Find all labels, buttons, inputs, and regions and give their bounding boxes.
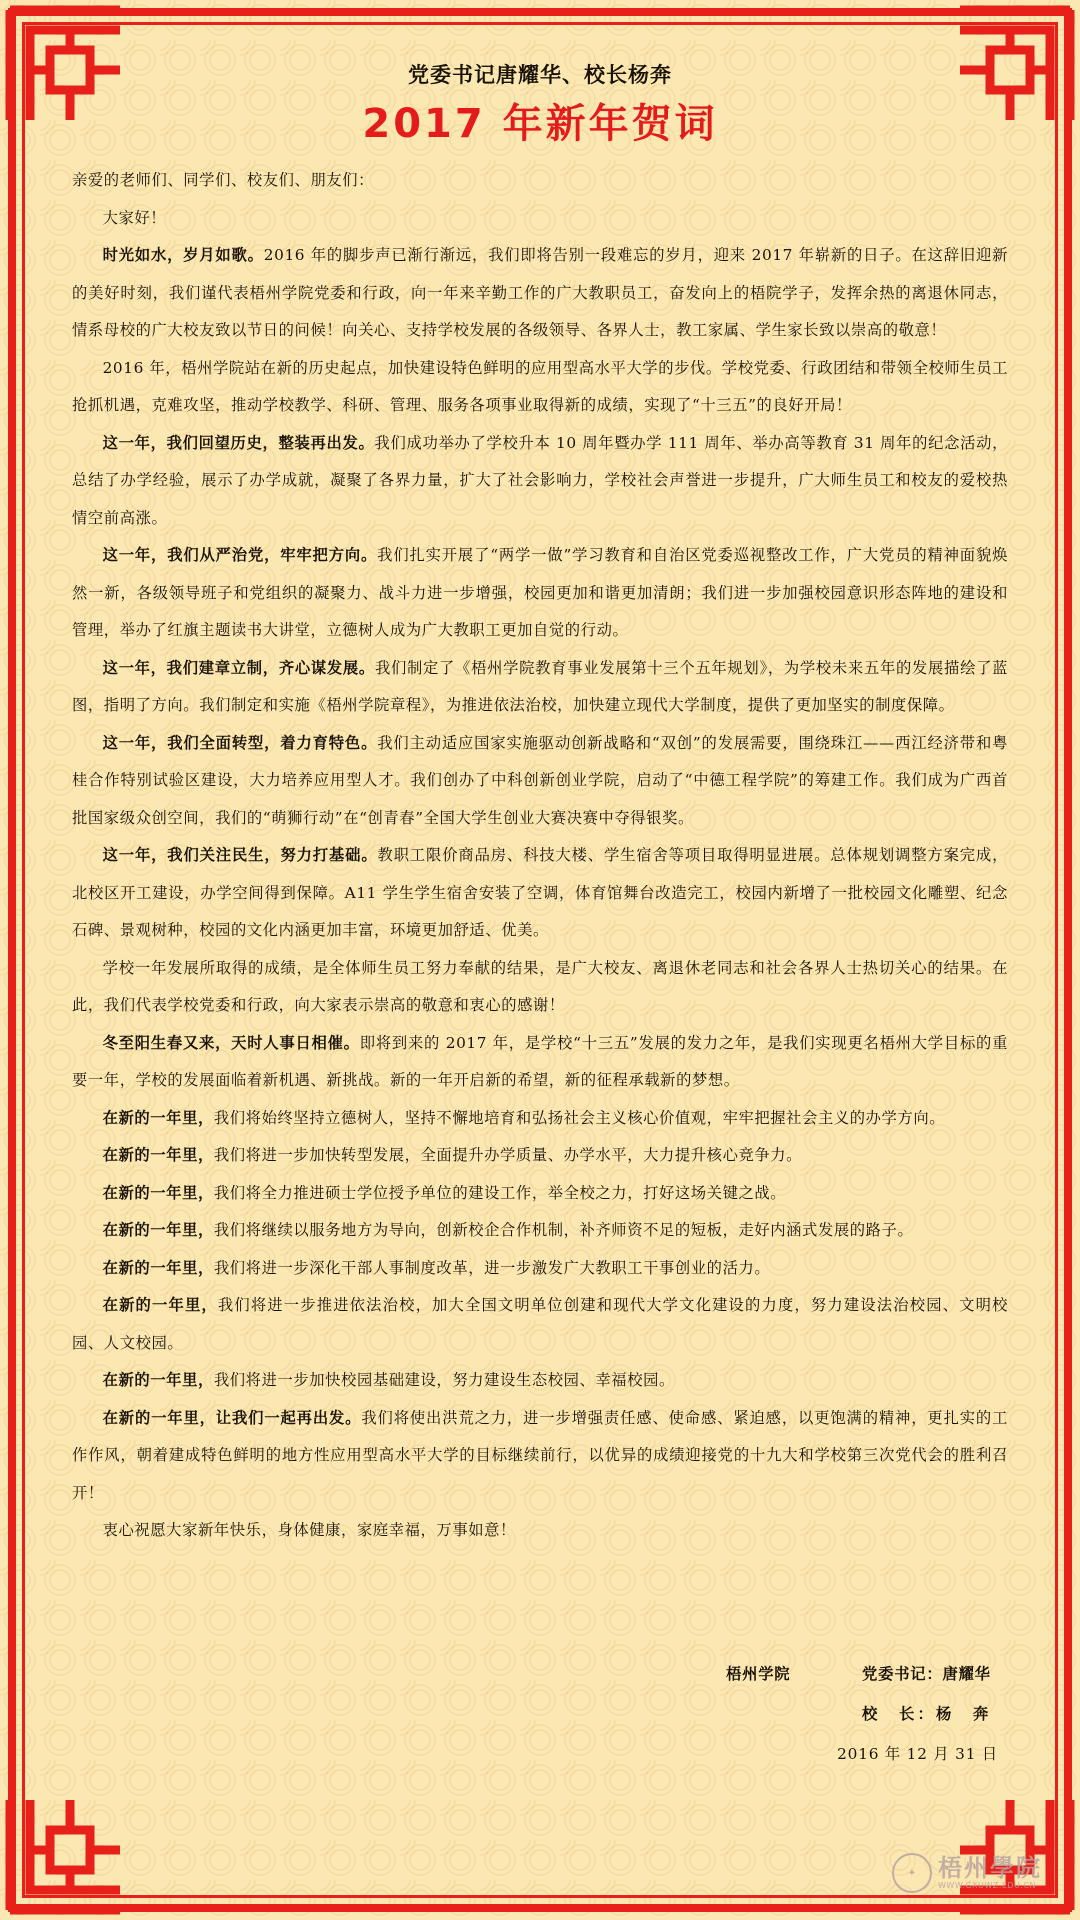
paragraph-text: 我们主动适应国家实施驱动创新战略和“双创”的发展需要，围绕珠江——西江经济带和粤桂合作特别试验区建设，大力培养应用型人才。我们创办了中科创新创业学院，启动了“中德工程学院”的筹建工作。我们成为广西首批国家级众创空间，我们的“萌狮行动”在“创青春”全国大学生创业大赛决赛中夺得银奖。 xyxy=(72,733,1008,827)
watermark-text xyxy=(938,1853,1042,1890)
paragraph-text: 教职工限价商品房、科技大楼、学生宿舍等项目取得明显进展。总体规划调整方案完成，北校区开工建设，办学空间得到保障。A11 学生学生宿舍安装了空调，体育馆舞台改造完工，校园内新增了一批校园文化雕塑、纪念石碑、景观树种，校园的文化内涵更加丰富，环境更加舒适、优美。 xyxy=(72,846,1008,939)
paragraph-lead: 在新的一年里， xyxy=(102,1183,214,1202)
letter-paragraph xyxy=(72,1175,1008,1213)
paragraph-lead: 这一年，我们回望历史，整装再出发。 xyxy=(102,433,375,452)
letter-paragraph xyxy=(72,237,1008,350)
paragraph-text: 我们成功举办了学校升本 10 周年暨办学 111 周年、举办高等教育 31 周年的纪念活动，总结了办学经验，展示了办学成就，凝聚了各界力量，扩大了社会影响力，学校社会声誉进一步提升，广大师生员工和校友的爱校热情空前高涨。 xyxy=(72,433,1008,527)
watermark-url: WWW.GXUWZ.EDU.CN xyxy=(938,1881,1037,1890)
signature-school: 梧州学院 xyxy=(726,1665,791,1683)
salutation: 亲爱的老师们、同学们、校友们、朋友们： xyxy=(72,171,375,189)
paragraph-text: 我们将进一步推进依法治校，加大全国文明单位创建和现代大学文化建设的力度，努力建设法治校园、文明校园、人文校园。 xyxy=(72,1296,1008,1352)
paragraph-text: 我们将进一步深化干部人事制度改革，进一步激发广大教职工干事创业的活力。 xyxy=(213,1258,771,1277)
paragraph-text: 我们将使出洪荒之力，进一步增强责任感、使命感、紧迫感，以更饱满的精神，更扎实的工作作风，朝着建成特色鲜明的地方性应用型高水平大学的目标继续前行，以优异的成绩迎接党的十九大和学校第三次党代会的胜利召开！ xyxy=(72,1408,1008,1502)
paragraph-text: 我们将继续以服务地方为导向，创新校企合作机制，补齐师资不足的短板，走好内涵式发展的路子。 xyxy=(213,1221,914,1239)
letter-paragraph xyxy=(72,350,1008,425)
signature-row-1 xyxy=(72,1654,998,1694)
paragraph-list xyxy=(72,237,1008,1550)
letter-paragraph xyxy=(72,950,1008,1025)
paragraph-text: 学校一年发展所取得的成绩，是全体师生员工努力奉献的结果，是广大校友、离退休老同志和社会各界人士热切关心的结果。在此，我们代表学校党委和行政，向大家表示崇高的敬意和衷心的感谢！ xyxy=(72,958,1008,1014)
corner-knot-bottom-left xyxy=(0,1790,130,1920)
paragraph-lead: 在新的一年里， xyxy=(102,1258,214,1277)
paragraph-text: 即将到来的 2017 年，是学校“十三五”发展的发力之年，是我们实现更名梧州大学目标的重要一年，学校的发展面临着新机遇、新挑战。新的一年开启新的希望，新的征程承载新的梦想。 xyxy=(72,1033,1008,1089)
letter-paragraph xyxy=(72,1362,1008,1400)
paragraph-lead: 这一年，我们关注民生，努力打基础。 xyxy=(102,846,378,864)
paragraph-lead: 在新的一年里， xyxy=(102,1146,214,1164)
letter-paragraph xyxy=(72,1100,1008,1138)
signature-row-2 xyxy=(72,1694,998,1734)
signature-row-3 xyxy=(72,1734,998,1774)
paragraph-lead: 冬至阳生春又来，天时人事日相催。 xyxy=(102,1033,360,1052)
paragraph-lead: 在新的一年里， xyxy=(102,1296,218,1314)
letter-paragraph xyxy=(72,1250,1008,1288)
paragraph-lead: 这一年，我们从严治党，牢牢把方向。 xyxy=(102,546,378,564)
letter-paragraph xyxy=(72,425,1008,538)
paragraph-text: 衷心祝愿大家新年快乐，身体健康，家庭幸福，万事如意！ xyxy=(102,1521,516,1539)
letter-paragraph xyxy=(72,537,1008,650)
letter-paragraph xyxy=(72,1025,1008,1100)
letter-paragraph xyxy=(72,1512,1008,1550)
letter-paragraph xyxy=(72,837,1008,950)
letter-paragraph xyxy=(72,650,1008,725)
paragraph-lead: 在新的一年里，让我们一起再出发。 xyxy=(102,1408,362,1427)
paragraph-text: 2016 年，梧州学院站在新的历史起点，加快建设特色鲜明的应用型高水平大学的步伐。学校党委、行政团结和带领全校师生员工抢抓机遇，克难攻坚，推动学校教学、科研、管理、服务各项事业取得新的成绩，实现了“十三五”的良好开局！ xyxy=(72,358,1008,414)
letter-paragraph xyxy=(72,725,1008,838)
letter-paragraph xyxy=(72,1400,1008,1513)
letter-subtitle: 党委书记唐耀华、校长杨奔 xyxy=(408,63,672,87)
paragraph-text: 2016 年的脚步声已渐行渐远，我们即将告别一段难忘的岁月，迎来 2017 年崭新的日子。在这辞旧迎新的美好时刻，我们谨代表梧州学院党委和行政，向一年来辛勤工作的广大教职员工，奋发向上的梧院学子，发挥余热的离退休同志，情系母校的广大校友致以节日的问候！向关心、支持学校发展的各级领导、各界人士，教工家属、学生家长致以崇高的敬意！ xyxy=(72,246,1008,339)
signature-block xyxy=(72,1654,998,1774)
paragraph-lead: 这一年，我们建章立制，齐心谋发展。 xyxy=(102,658,375,677)
letter-body xyxy=(72,162,1008,1550)
letter-paragraph xyxy=(72,1212,1008,1250)
signature-president: 校 长：杨 奔 xyxy=(862,1705,992,1723)
paragraph-lead: 时光如水，岁月如歌。 xyxy=(102,246,264,264)
watermark-school-name: 梧州學院 xyxy=(938,1853,1042,1882)
letter-paragraph xyxy=(72,1287,1008,1362)
paragraph-text: 我们制定了《梧州学院教育事业发展第十三个五年规划》，为学校未来五年的发展描绘了蓝图，指明了方向。我们制定和实施《梧州学院章程》，为推进依法治校，加快建立现代大学制度，提供了更加坚实的制度保障。 xyxy=(72,658,1009,714)
letter-paragraph xyxy=(72,1137,1008,1175)
greeting: 大家好！ xyxy=(102,208,167,227)
school-watermark xyxy=(892,1850,1052,1896)
paragraph-lead: 在新的一年里， xyxy=(102,1221,214,1239)
paragraph-text: 我们将进一步加快转型发展，全面提升办学质量、办学水平，大力提升核心竞争力。 xyxy=(213,1146,803,1164)
letter-content xyxy=(72,58,1008,1550)
signature-date: 2016 年 12 月 31 日 xyxy=(837,1745,998,1763)
paragraph-lead: 这一年，我们全面转型，着力育特色。 xyxy=(102,733,378,752)
letter-title: 2017 年新年贺词 xyxy=(362,101,718,147)
paragraph-text: 我们将全力推进硕士学位授予单位的建设工作，举全校之力，打好这场关键之战。 xyxy=(213,1183,787,1202)
paragraph-text: 我们将进一步加快校园基础建设，努力建设生态校园、幸福校园。 xyxy=(213,1371,675,1389)
paragraph-text: 我们将始终坚持立德树人，坚持不懈地培育和弘扬社会主义核心价值观，牢牢把握社会主义的办学方向。 xyxy=(213,1108,946,1127)
paragraph-lead: 在新的一年里， xyxy=(102,1108,214,1127)
school-seal-icon: ✦ xyxy=(892,1853,932,1893)
signature-party-secretary: 党委书记：唐耀华 xyxy=(862,1665,991,1683)
paragraph-lead: 在新的一年里， xyxy=(102,1371,214,1389)
paragraph-text: 我们扎实开展了“两学一做”学习教育和自治区党委巡视整改工作，广大党员的精神面貌焕然一新，各级领导班子和党组织的凝聚力、战斗力进一步增强，校园更加和谐更加清朗；我们进一步加强校园意识形态阵地的建设和管理，举办了红旗主题读书大讲堂，立德树人成为广大教职工更加自觉的行动。 xyxy=(72,546,1008,639)
